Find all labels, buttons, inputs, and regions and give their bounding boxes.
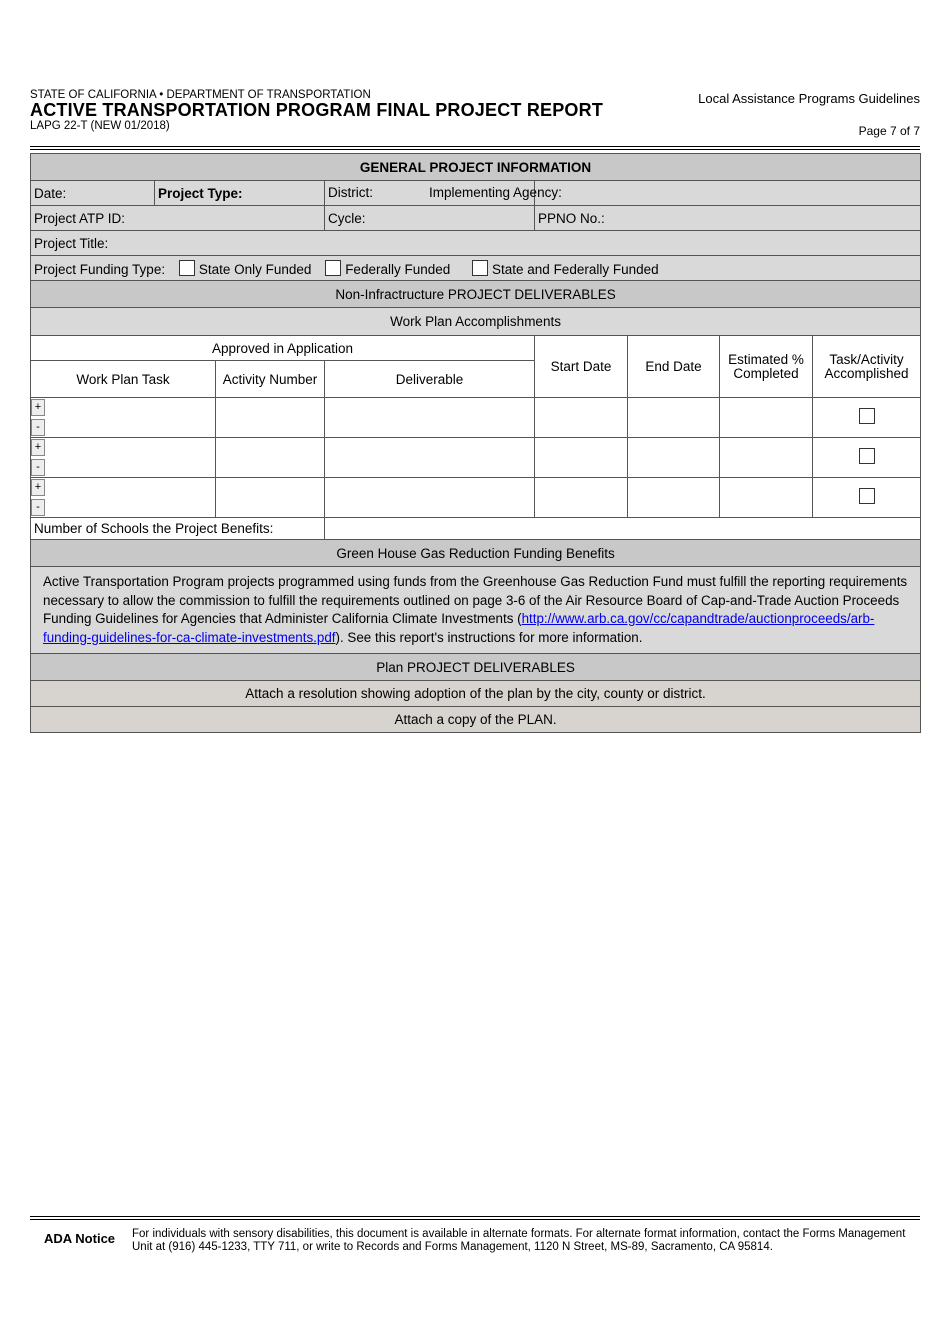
schools-label: Number of Schools the Project Benefits:: [31, 518, 325, 540]
schools-input[interactable]: [325, 518, 921, 540]
remove-row-button[interactable]: -: [31, 499, 45, 516]
remove-row-button[interactable]: -: [31, 419, 45, 436]
estimated-header: Estimated % Completed: [720, 336, 813, 398]
ghg-paragraph: [31, 567, 921, 654]
date-label: Date:: [34, 185, 67, 201]
accomplished-cell: [813, 398, 921, 438]
footer-rule-bottom: [30, 1219, 920, 1220]
project-type-field[interactable]: [155, 181, 325, 206]
add-row-button[interactable]: +: [31, 439, 45, 456]
start-date-header: Start Date: [535, 336, 628, 398]
end-date-cell[interactable]: [628, 478, 720, 518]
task-cell[interactable]: [31, 398, 216, 438]
federal-label: Federally Funded: [345, 261, 451, 277]
task-cell[interactable]: [31, 438, 216, 478]
state-federal-checkbox[interactable]: [472, 260, 488, 276]
page-number: Page 7 of 7: [858, 124, 920, 138]
deliverable-cell[interactable]: [325, 398, 535, 438]
district-label: District:: [328, 185, 373, 200]
arb-guidelines-link[interactable]: http://www.arb.ca.gov/cc/capandtrade/auctionproceeds/arb-funding-guidelines-for-ca-climate-investments.pdf: [43, 611, 875, 645]
form-title: ACTIVE TRANSPORTATION PROGRAM FINAL PROJECT REPORT: [30, 100, 604, 120]
funding-type-row: [31, 256, 921, 281]
accomplished-checkbox[interactable]: [859, 408, 875, 424]
ada-notice-label: ADA Notice: [44, 1231, 116, 1246]
ppno-field[interactable]: [535, 206, 921, 231]
activity-cell[interactable]: [216, 478, 325, 518]
approved-header: Approved in Application: [31, 336, 535, 361]
ghg-text-before: Active Transportation Program projects programmed using funds from the Greenhouse Gas Reduction Fund must fulfill the reporting requirements necessary to allow the commission to fulfill the requirements outlined on page 3-6 of the Air Resource Board of Cap-and-Trade Auction Proceeds Funding Guidelines for Agencies that Administer California Climate Investments (: [43, 574, 908, 626]
deliverables-table: [30, 280, 921, 733]
remove-row-button[interactable]: -: [31, 459, 45, 476]
attach-plan-copy[interactable]: Attach a copy of the PLAN.: [31, 707, 921, 733]
deliverables-section-title: Non-Infractructure PROJECT DELIVERABLES: [31, 281, 921, 308]
accomplished-checkbox[interactable]: [859, 488, 875, 504]
plan-section-title: Plan PROJECT DELIVERABLES: [31, 654, 921, 681]
table-row: [31, 398, 921, 438]
agency-label: Implementing Agency:: [429, 185, 562, 200]
ada-notice-text: For individuals with sensory disabilities, this document is available in alternate formats. For alternate format information, contact the Forms Management Unit at (916) 445-1233, TTY 711, or write to Records and Forms Management, 1120 N Street, MS-89, Sacramento, CA 95814.: [132, 1228, 906, 1253]
work-plan-title: Work Plan Accomplishments: [31, 308, 921, 336]
accomplished-checkbox[interactable]: [859, 448, 875, 464]
estimated-cell[interactable]: [720, 398, 813, 438]
general-section-title: GENERAL PROJECT INFORMATION: [31, 154, 921, 181]
date-field[interactable]: [31, 181, 155, 206]
state-only-label: State Only Funded: [198, 261, 312, 277]
activity-cell[interactable]: [216, 398, 325, 438]
estimated-cell[interactable]: [720, 438, 813, 478]
project-title-label: Project Title:: [34, 235, 109, 251]
project-type-label: Project Type:: [158, 185, 243, 201]
table-row: [31, 438, 921, 478]
estimated-cell[interactable]: [720, 478, 813, 518]
start-date-cell[interactable]: [535, 398, 628, 438]
footer-rule-top: [30, 1216, 920, 1217]
deliverable-header: Deliverable: [325, 361, 535, 398]
table-row: [31, 478, 921, 518]
end-date-cell[interactable]: [628, 398, 720, 438]
activity-cell[interactable]: [216, 438, 325, 478]
deliverable-cell[interactable]: [325, 478, 535, 518]
agency-line: STATE OF CALIFORNIA • DEPARTMENT OF TRANSPORTATION: [30, 89, 371, 101]
funding-type-label: Project Funding Type:: [34, 261, 166, 277]
project-title-field[interactable]: [31, 231, 921, 256]
cycle-label: Cycle:: [328, 210, 366, 226]
general-info-table: [30, 153, 921, 281]
guidelines-label: Local Assistance Programs Guidelines: [698, 91, 920, 106]
accomplished-cell: [813, 438, 921, 478]
cycle-field[interactable]: [325, 206, 535, 231]
work-plan-task-header: Work Plan Task: [31, 361, 216, 398]
accomplished-header: Task/Activity Accomplished: [813, 336, 921, 398]
end-date-cell[interactable]: [628, 438, 720, 478]
deliverable-cell[interactable]: [325, 438, 535, 478]
start-date-cell[interactable]: [535, 438, 628, 478]
header-rule-top: [30, 146, 920, 147]
ghg-section-title: Green House Gas Reduction Funding Benefits: [31, 540, 921, 567]
start-date-cell[interactable]: [535, 478, 628, 518]
form-number: LAPG 22-T (NEW 01/2018): [30, 120, 170, 132]
activity-number-header: Activity Number: [216, 361, 325, 398]
accomplished-cell: [813, 478, 921, 518]
end-date-header: End Date: [628, 336, 720, 398]
state-federal-label: State and Federally Funded: [492, 261, 659, 277]
add-row-button[interactable]: +: [31, 399, 45, 416]
atp-id-field[interactable]: [31, 206, 325, 231]
attach-resolution[interactable]: Attach a resolution showing adoption of the plan by the city, county or district.: [31, 681, 921, 707]
agency-field[interactable]: [535, 181, 921, 206]
federal-checkbox[interactable]: [325, 260, 341, 276]
state-only-checkbox[interactable]: [179, 260, 195, 276]
atp-id-label: Project ATP ID:: [34, 210, 126, 226]
header-rule-bottom: [30, 149, 920, 150]
add-row-button[interactable]: +: [31, 479, 45, 496]
ghg-text-after: ). See this report's instructions for more information.: [335, 629, 643, 645]
task-cell[interactable]: [31, 478, 216, 518]
ppno-label: PPNO No.:: [538, 210, 605, 226]
